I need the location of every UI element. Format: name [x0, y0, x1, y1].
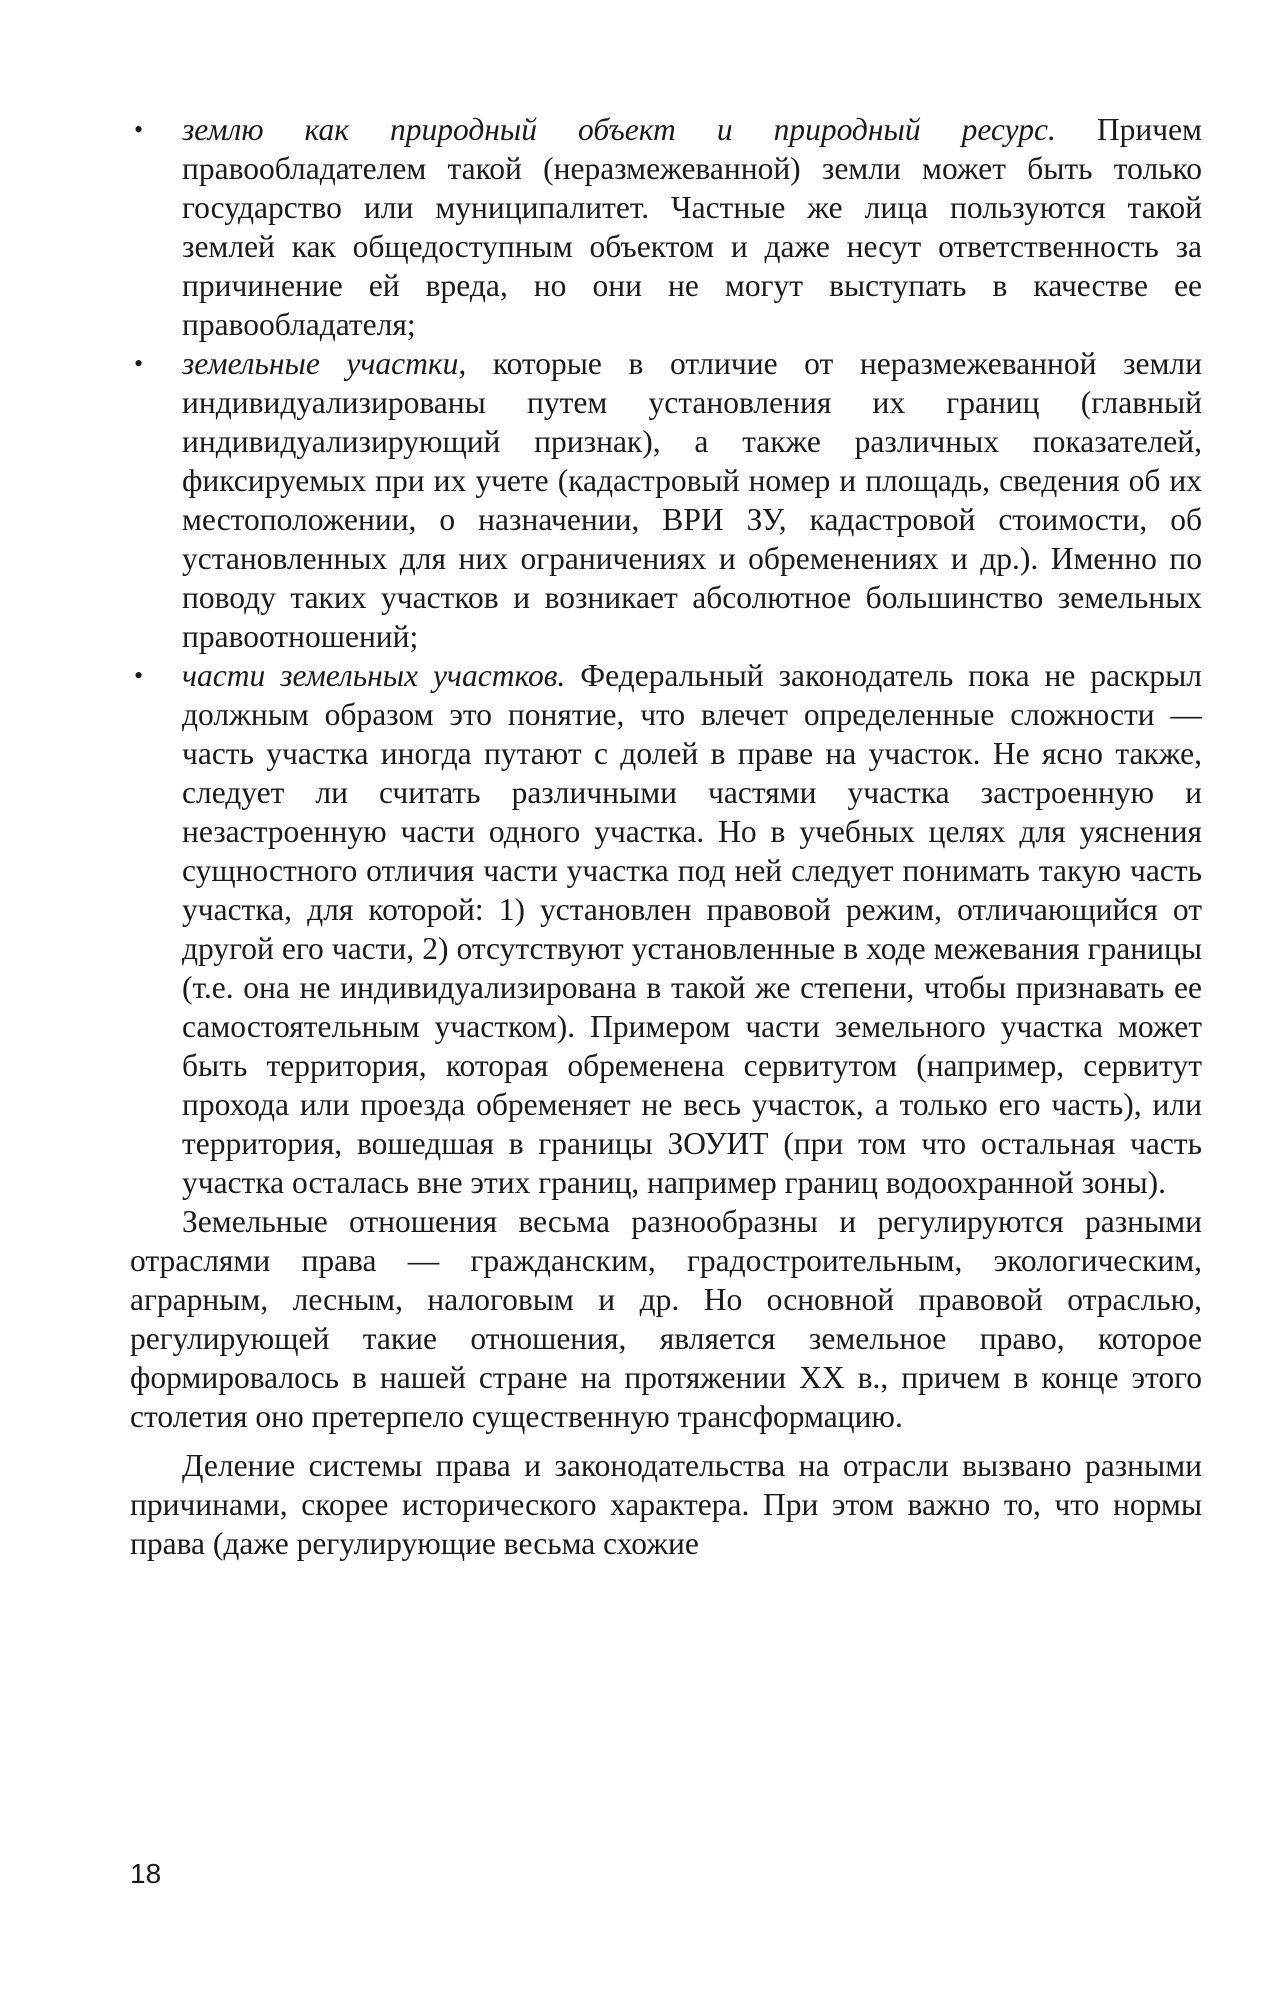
body-paragraph: Земельные отношения весьма разнообразны и регулируются разными отраслями права — гражданским, градостроительным, экологическим, аграрным, лесным, налоговым и др. Но основной правовой отраслью, регулирующей такие отношения, является земельное право, которое формировалось в нашей стране на протяжении XX в., причем в конце этого столетия оно претерпело существенную трансформацию.	[130, 1204, 1202, 1434]
page-number: 18	[130, 1858, 162, 1889]
list-item	[130, 110, 1202, 344]
bullet-icon: •	[134, 115, 144, 144]
bullet-term: земельные участки,	[182, 346, 467, 381]
list-item	[130, 344, 1202, 656]
bullet-text: Причем правообладателем такой (неразмежеванной) земли может быть только государство или муниципалитет. Частные же лица пользуются такой землей как общедоступным объектом и даже несут ответственность за причинение ей вреда, но они не могут выступать в качестве ее правообладателя;	[182, 112, 1202, 342]
bullet-icon: •	[134, 661, 144, 690]
page-text	[130, 110, 1202, 1563]
body-paragraph: Деление системы права и законодательства на отрасли вызвано разными причинами, скорее исторического характера. При этом важно то, что нормы права (даже регулирующие весьма схожие	[130, 1448, 1202, 1561]
bullet-icon: •	[134, 349, 144, 378]
bullet-term: землю как природный объект и природный ресурс.	[182, 112, 1056, 147]
bullet-list	[130, 110, 1202, 1202]
list-item	[130, 656, 1202, 1202]
bullet-term: части земельных участков.	[182, 658, 566, 693]
bullet-text: Федеральный законодатель пока не раскрыл должным образом это понятие, что влечет определенные сложности — часть участка иногда путают с долей в праве на участок. Не ясно также, следует ли считать различными частями участка застроенную и незастроенную части одного участка. Но в учебных целях для уяснения сущностного отличия части участка под ней следует понимать такую часть участка, для которой: 1) установлен правовой режим, отличающийся от другой его части, 2) отсутствуют установленные в ходе межевания границы (т.е. она не индивидуализирована в такой же степени, чтобы признавать ее самостоятельным участком). Примером части земельного участка может быть территория, которая обременена сервитутом (например, сервитут прохода или проезда обременяет не весь участок, а только его часть), или территория, вошедшая в границы ЗОУИТ (при том что остальная часть участка осталась вне этих границ, например границ водоохранной зоны).	[182, 658, 1202, 1200]
bullet-text: которые в отличие от неразмежеванной земли индивидуализированы путем установления их границ (главный индивидуализирующий признак), а также различных показателей, фиксируемых при их учете (кадастровый номер и площадь, сведения об их местоположении, о назначении, ВРИ ЗУ, кадастровой стоимости, об установленных для них ограничениях и обременениях и др.). Именно по поводу таких участков и возникает абсолютное большинство земельных правоотношений;	[182, 346, 1202, 654]
